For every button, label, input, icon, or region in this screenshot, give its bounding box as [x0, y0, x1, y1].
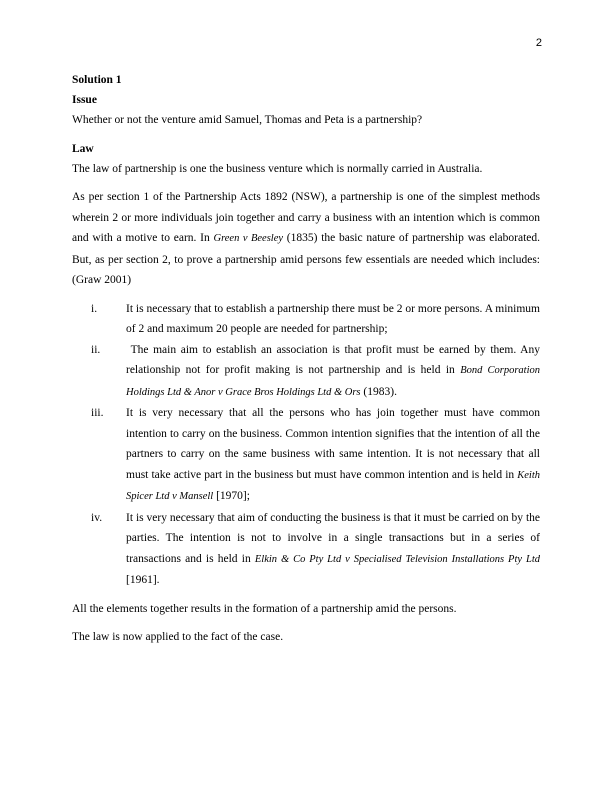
list-item-text: It is very necessary that all the persons who has join together must have common intention to carry on the business. Common intention signifies that the intention of all the partners to carry on the same business with same intention. It is not necessary that all must take active part in the business but must have common intention and is held in — [126, 407, 540, 481]
list-item-text-after: [1961]. — [126, 574, 160, 586]
list-item-text-after: (1983). — [360, 385, 397, 398]
conclusion-text: All the elements together results in the formation of a partnership amid the persons. — [72, 602, 457, 615]
case-citation: Bond Corporation Holdings Ltd & Anor v Grace Bros Holdings Ltd & Ors — [126, 365, 540, 398]
list-item-text: The main aim to establish an association is that profit must be earned by them. Any relationship not for profit making is not partnership and is held in — [126, 343, 540, 376]
page-number: 2 — [535, 37, 542, 49]
list-item-number: iii. — [91, 407, 104, 419]
list-item-number: iv. — [91, 511, 103, 524]
application-text: The law is now applied to the fact of the case. — [72, 631, 284, 643]
case-citation: Elkin & Co Pty Ltd v Specialised Television Installations Pty Ltd — [254, 553, 540, 565]
law-paragraph — [72, 187, 540, 291]
list-item — [72, 299, 540, 340]
list-item-text: It is necessary that to establish a partnership there must be 2 or more persons. A minimum of 2 and maximum 20 people are needed for partnership; — [126, 302, 540, 335]
list-item-text: It is very necessary that aim of conducting the business is that it must be carried on by the parties. The intention is not to involve in a single transactions but in a series of transactions and is held in — [126, 511, 540, 565]
case-citation-green-v-beesley: Green v Beesley — [213, 233, 284, 244]
issue-text: Whether or not the venture amid Samuel, Thomas and Peta is a partnership? — [72, 114, 423, 126]
list-item — [72, 508, 540, 591]
list-item-number: i. — [91, 302, 98, 315]
document-body — [72, 70, 540, 648]
essentials-list — [72, 299, 540, 591]
law-intro: The law of partnership is one the business venture which is normally carried in Australia. — [72, 162, 483, 175]
solution-heading: Solution 1 — [72, 74, 122, 86]
list-item — [72, 340, 540, 404]
issue-heading: Issue — [72, 94, 97, 106]
case-citation: Keith Spicer Ltd v Mansell — [126, 469, 540, 502]
list-item — [72, 403, 540, 508]
law-heading: Law — [72, 142, 94, 155]
list-item-text-after: [1970]; — [213, 490, 250, 502]
list-item-number: ii. — [91, 343, 101, 356]
law-paragraph-text-2: (1835) the basic nature of partnership was elaborated. But, as per section 2, to prove a partnership amid persons few essentials are needed which includes: (Graw 2001) — [72, 232, 541, 286]
law-paragraph-text-1: As per section 1 of the Partnership Acts 1892 (NSW), a partnership is one of the simplest methods wherein 2 or more individuals join together and carry a business with an intention which is common and with a motive to earn. In — [72, 191, 540, 244]
